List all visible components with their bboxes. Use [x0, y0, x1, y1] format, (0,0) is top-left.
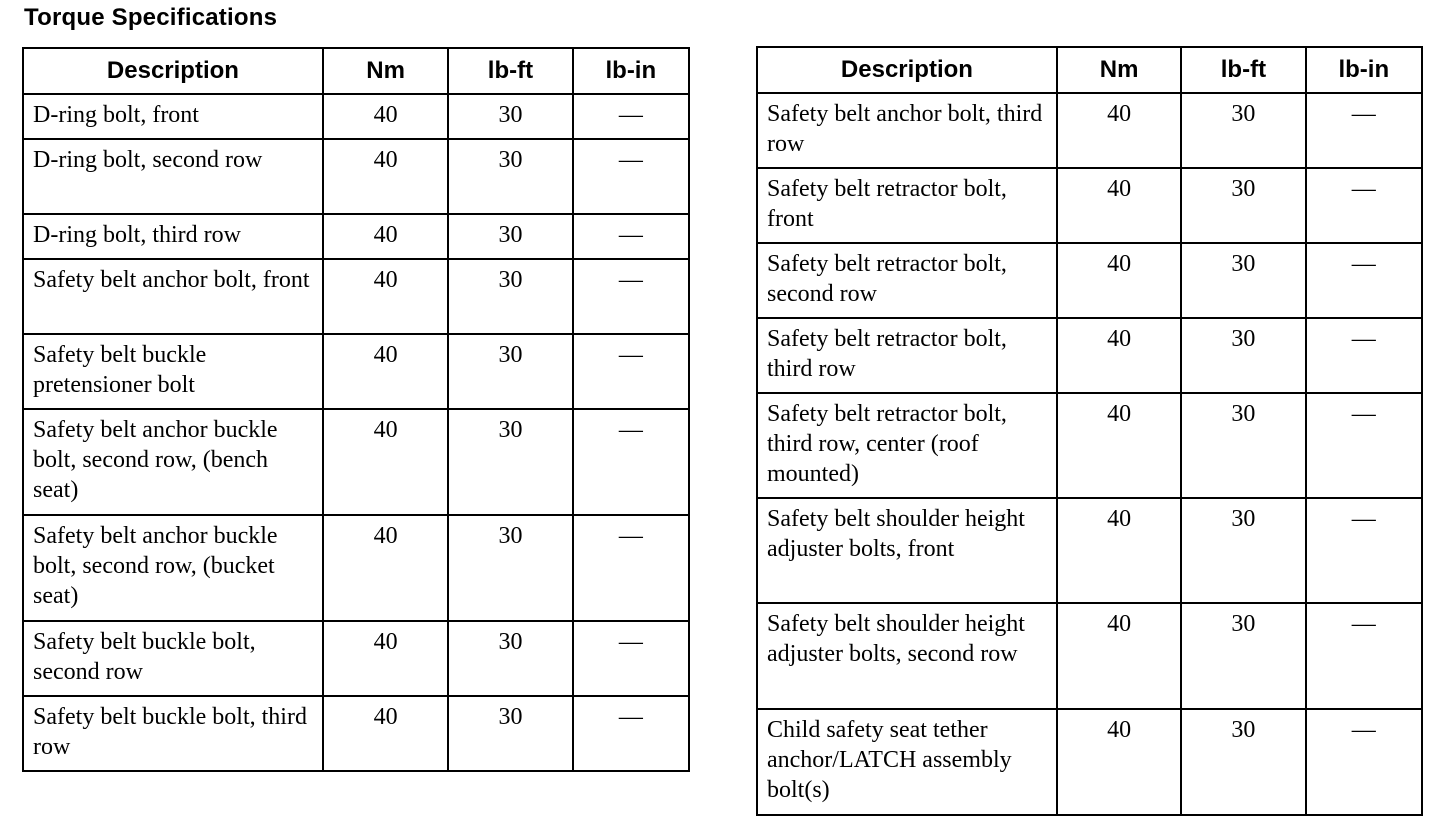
table-row	[23, 334, 689, 409]
table-row	[757, 603, 1422, 709]
row-description: Safety belt buckle bolt, third row	[23, 696, 323, 771]
row-nm-value: 40	[323, 94, 448, 139]
row-description: Safety belt buckle pretensioner bolt	[23, 334, 323, 409]
row-lbin-value: —	[573, 94, 689, 139]
row-description: Safety belt shoulder height adjuster bolts, front	[757, 498, 1057, 603]
table-row	[23, 94, 689, 139]
row-nm-value: 40	[1057, 93, 1181, 168]
row-description: Safety belt anchor buckle bolt, second row, (bench seat)	[23, 409, 323, 515]
row-lbin-value: —	[1306, 603, 1422, 709]
row-description: D-ring bolt, second row	[23, 139, 323, 214]
row-lbin-value: —	[573, 334, 689, 409]
row-lbft-value: 30	[1181, 93, 1305, 168]
row-description: Safety belt shoulder height adjuster bolts, second row	[757, 603, 1057, 709]
column-header-description: Description	[757, 47, 1057, 93]
row-description: Safety belt buckle bolt, second row	[23, 621, 323, 696]
row-nm-value: 40	[323, 259, 448, 334]
row-lbin-value: —	[1306, 393, 1422, 498]
table-row	[23, 139, 689, 214]
table-row	[23, 409, 689, 515]
column-header-lbin: lb-in	[1306, 47, 1422, 93]
row-nm-value: 40	[1057, 318, 1181, 393]
row-lbin-value: —	[1306, 498, 1422, 603]
table-row	[23, 259, 689, 334]
row-lbin-value: —	[573, 621, 689, 696]
row-lbft-value: 30	[448, 259, 572, 334]
row-lbft-value: 30	[448, 621, 572, 696]
table-row	[757, 318, 1422, 393]
column-header-description: Description	[23, 48, 323, 94]
row-lbin-value: —	[1306, 318, 1422, 393]
row-lbft-value: 30	[1181, 709, 1305, 815]
row-nm-value: 40	[323, 139, 448, 214]
row-lbin-value: —	[573, 259, 689, 334]
row-lbin-value: —	[573, 139, 689, 214]
header-row	[757, 47, 1422, 93]
row-lbft-value: 30	[1181, 393, 1305, 498]
table-row	[757, 393, 1422, 498]
row-nm-value: 40	[323, 334, 448, 409]
table-row	[757, 93, 1422, 168]
row-nm-value: 40	[323, 409, 448, 515]
row-description: Safety belt retractor bolt, second row	[757, 243, 1057, 318]
row-lbin-value: —	[573, 214, 689, 259]
column-header-nm: Nm	[323, 48, 448, 94]
row-lbin-value: —	[1306, 168, 1422, 243]
row-lbft-value: 30	[448, 515, 572, 621]
row-nm-value: 40	[323, 515, 448, 621]
row-lbft-value: 30	[448, 696, 572, 771]
table-row	[23, 515, 689, 621]
table-row	[757, 168, 1422, 243]
row-lbft-value: 30	[448, 94, 572, 139]
table-row	[23, 621, 689, 696]
row-description: Child safety seat tether anchor/LATCH assembly bolt(s)	[757, 709, 1057, 815]
row-description: Safety belt retractor bolt, front	[757, 168, 1057, 243]
row-nm-value: 40	[323, 214, 448, 259]
row-nm-value: 40	[323, 621, 448, 696]
row-lbft-value: 30	[1181, 498, 1305, 603]
row-lbft-value: 30	[448, 409, 572, 515]
row-description: Safety belt retractor bolt, third row, center (roof mounted)	[757, 393, 1057, 498]
column-header-lbft: lb-ft	[448, 48, 572, 94]
row-nm-value: 40	[1057, 498, 1181, 603]
row-nm-value: 40	[1057, 393, 1181, 498]
row-lbft-value: 30	[448, 214, 572, 259]
row-nm-value: 40	[1057, 603, 1181, 709]
row-lbft-value: 30	[1181, 243, 1305, 318]
row-lbft-value: 30	[448, 334, 572, 409]
row-lbft-value: 30	[1181, 603, 1305, 709]
row-lbin-value: —	[1306, 709, 1422, 815]
row-description: Safety belt anchor buckle bolt, second row, (bucket seat)	[23, 515, 323, 621]
row-lbft-value: 30	[1181, 318, 1305, 393]
row-description: Safety belt retractor bolt, third row	[757, 318, 1057, 393]
row-nm-value: 40	[323, 696, 448, 771]
column-header-nm: Nm	[1057, 47, 1181, 93]
row-lbin-value: —	[573, 409, 689, 515]
row-description: Safety belt anchor bolt, front	[23, 259, 323, 334]
row-lbin-value: —	[1306, 243, 1422, 318]
row-nm-value: 40	[1057, 709, 1181, 815]
page-title: Torque Specifications	[24, 4, 278, 31]
row-lbin-value: —	[573, 515, 689, 621]
table-row	[757, 243, 1422, 318]
row-lbft-value: 30	[448, 139, 572, 214]
row-lbin-value: —	[1306, 93, 1422, 168]
table-row	[23, 696, 689, 771]
torque-table-left	[22, 47, 690, 772]
row-description: D-ring bolt, front	[23, 94, 323, 139]
row-description: Safety belt anchor bolt, third row	[757, 93, 1057, 168]
table-row	[23, 214, 689, 259]
column-header-lbin: lb-in	[573, 48, 689, 94]
table-row	[757, 498, 1422, 603]
row-lbft-value: 30	[1181, 168, 1305, 243]
row-description: D-ring bolt, third row	[23, 214, 323, 259]
table-row	[757, 709, 1422, 815]
row-nm-value: 40	[1057, 243, 1181, 318]
row-nm-value: 40	[1057, 168, 1181, 243]
torque-table-right	[756, 46, 1423, 816]
column-header-lbft: lb-ft	[1181, 47, 1305, 93]
header-row	[23, 48, 689, 94]
row-lbin-value: —	[573, 696, 689, 771]
